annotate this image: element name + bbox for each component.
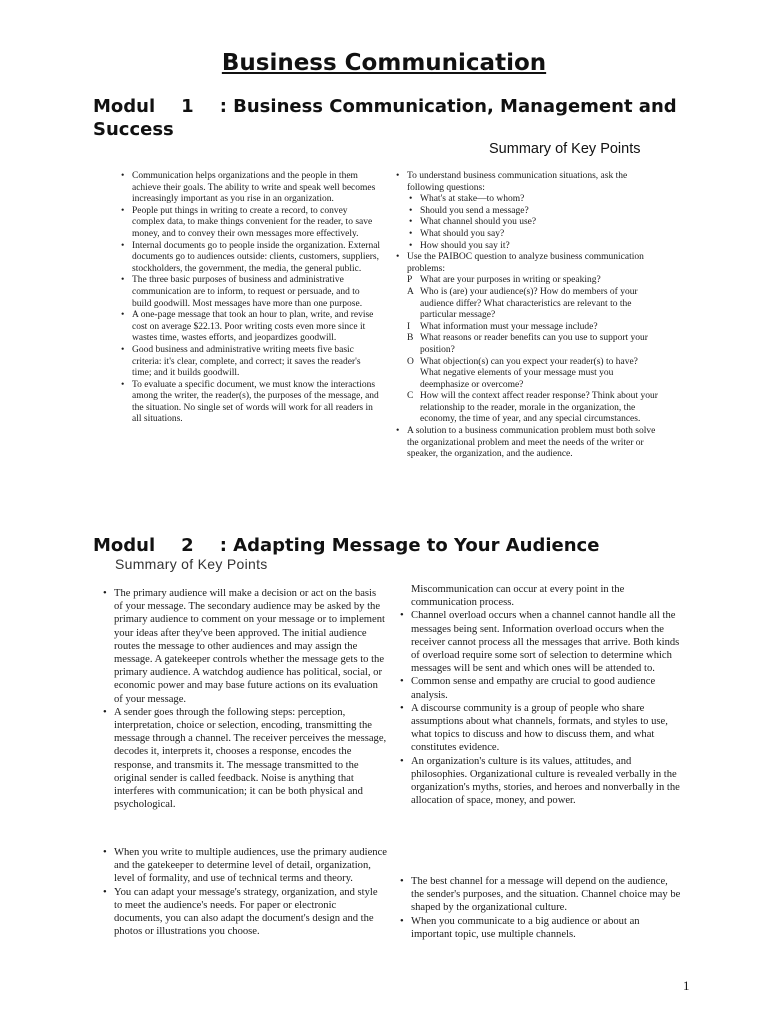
- paiboc-text: What objection(s) can you expect your reader(s) to have? What negative elements of your message must you deemphasize or overcome?: [420, 356, 638, 390]
- document-title: Business Communication: [221, 50, 547, 76]
- modul-2-heading: [93, 534, 713, 557]
- modul-1-heading: [93, 95, 713, 141]
- paiboc-letter: B: [407, 333, 414, 344]
- paiboc-letter: P: [407, 275, 413, 286]
- list-item: • A discourse community is a group of people who share assumptions about what channels, formats, and styles to use, what topics to discuss and how to discuss them, and what constitutes evidence.: [398, 702, 682, 755]
- list-item: • Internal documents go to people inside the organization. External documents go to audiences outside: clients, customers, suppliers, stockholders, the government, the media, the general public.: [119, 241, 381, 276]
- page-number: 1: [683, 978, 690, 993]
- list-item: • When you write to multiple audiences, use the primary audience and the gatekeeper to determine level of detail, organization, level of formality, and use of technical terms and theory.: [101, 846, 387, 886]
- list-item: • What should you say?: [394, 229, 658, 241]
- list-item: • What's at stake—to whom?: [394, 194, 658, 206]
- paiboc-item: [394, 357, 658, 392]
- paiboc-letter: O: [407, 356, 414, 367]
- modul-1-right-list: [394, 171, 658, 461]
- list-item: • Good business and administrative writing meets five basic criteria: it's clear, complete, and correct; it saves the reader's time; and it builds goodwill.: [119, 345, 381, 380]
- paiboc-item: [394, 275, 658, 287]
- modul-2-right-top-list: [398, 583, 682, 807]
- list-item: • To understand business communication situations, ask the following questions:: [394, 171, 658, 194]
- modul-1-title: : Business Communication, Management and Success: [93, 96, 677, 140]
- paiboc-text: What information must your message include?: [420, 321, 598, 332]
- list-item: • A sender goes through the following steps: perception, interpretation, choice or selection, encoding, transmitting the message through a channel. The receiver perceives the message, decodes it, interprets it, chooses a response, encodes the response, and transmits it. The message transmitted to the original sender is called feedback. Noise is anything that interferes with communication; it can be both physical and psychological.: [101, 706, 387, 812]
- paiboc-item: [394, 322, 658, 334]
- paiboc-text: How will the context affect reader response? Think about your relationship to the reader, morale in the organization, the economy, the time of year, and any special circumstances.: [420, 391, 658, 425]
- list-item: • To evaluate a specific document, we must know the interactions among the writer, the reader(s), the purposes of the message, and the situation. No single set of words will work for all readers in all situations.: [119, 380, 381, 426]
- list-item: • What channel should you use?: [394, 217, 658, 229]
- list-item: • The primary audience will make a decision or act on the basis of your message. The secondary audience may be asked by the primary audience to comment on your message or to implement your ideas after they've been approved. The initial audience routes the message to other audiences and may assign the message. A gatekeeper controls whether the message gets to the primary audience. A watchdog audience has political, social, or economic power and may base future actions on its evaluation of your message.: [101, 587, 387, 706]
- modul-2-left-top-list: [101, 587, 387, 811]
- list-item: • You can adapt your message's strategy, organization, and style to meet the audience's needs. For paper or electronic documents, you can also adapt the document's design and the photos or illustrations you choose.: [101, 886, 387, 939]
- modul-1-summary-heading: Summary of Key Points: [489, 141, 641, 157]
- modul-1-number: 1: [181, 96, 194, 117]
- modul-2-right-bottom-list: [398, 875, 682, 941]
- list-item: • How should you say it?: [394, 241, 658, 253]
- list-item: • A solution to a business communication problem must both solve the organizational problem and meet the needs of the writer or speaker, the organization, and the audience.: [394, 426, 658, 461]
- paiboc-item: [394, 287, 658, 322]
- list-item: • The three basic purposes of business and administrative communication are to inform, to request or persuade, and to build goodwill. Most messages have more than one purpose.: [119, 275, 381, 310]
- paiboc-text: What are your purposes in writing or speaking?: [420, 275, 601, 286]
- list-item: • A one-page message that took an hour to plan, write, and revise cost on average $22.13. Poor writing costs even more since it wastes time, wastes efforts, and jeopardizes goodwill.: [119, 310, 381, 345]
- modul-2-summary-heading: Summary of Key Points: [115, 556, 268, 572]
- modul-2-left-bottom-list: [101, 846, 387, 938]
- paiboc-letter: I: [407, 321, 411, 332]
- modul-1-word: Modul: [93, 96, 156, 117]
- list-item: Miscommunication can occur at every point in the communication process.: [411, 584, 625, 609]
- modul-1-left-list: [119, 171, 381, 426]
- paiboc-letter: A: [407, 286, 414, 297]
- list-item: • Should you send a message?: [394, 206, 658, 218]
- list-item: • The best channel for a message will depend on the audience, the sender's purposes, and the situation. Channel choice may be shaped by the organizational culture.: [398, 875, 682, 915]
- list-item: • Communication helps organizations and the people in them achieve their goals. The ability to write and speak well becomes increasingly important as you rise in an organization.: [119, 171, 381, 206]
- paiboc-text: What reasons or reader benefits can you use to support your position?: [420, 333, 648, 355]
- list-item: • Channel overload occurs when a channel cannot handle all the messages being sent. Information overload occurs when the receiver cannot process all the messages that arrive. Both kinds of overload require some sort of selection to determine which messages will be sent and which ones will be attended to.: [398, 609, 682, 675]
- modul-2-word: Modul: [93, 535, 156, 556]
- list-item: • Use the PAIBOC question to analyze business communication problems:: [394, 252, 658, 275]
- paiboc-item: [394, 333, 658, 356]
- paiboc-text: Who is (are) your audience(s)? How do members of your audience differ? What characteristics are relevant to the particular message?: [420, 286, 638, 321]
- modul-2-title: : Adapting Message to Your Audience: [219, 535, 600, 556]
- list-item: • An organization's culture is its values, attitudes, and philosophies. Organizational culture is revealed verbally in the organization's myths, stories, and heroes and nonverbally in the allocation of space, money, and power.: [398, 755, 682, 808]
- modul-2-number: 2: [181, 535, 194, 556]
- list-item: • When you communicate to a big audience or about an important topic, use multiple channels.: [398, 915, 682, 941]
- list-item: • People put things in writing to create a record, to convey complex data, to make things convenient for the reader, to save money, and to convey their own messages more effectively.: [119, 206, 381, 241]
- paiboc-letter: C: [407, 391, 414, 402]
- list-item: • Common sense and empathy are crucial to good audience analysis.: [398, 675, 682, 701]
- paiboc-item: [394, 391, 658, 426]
